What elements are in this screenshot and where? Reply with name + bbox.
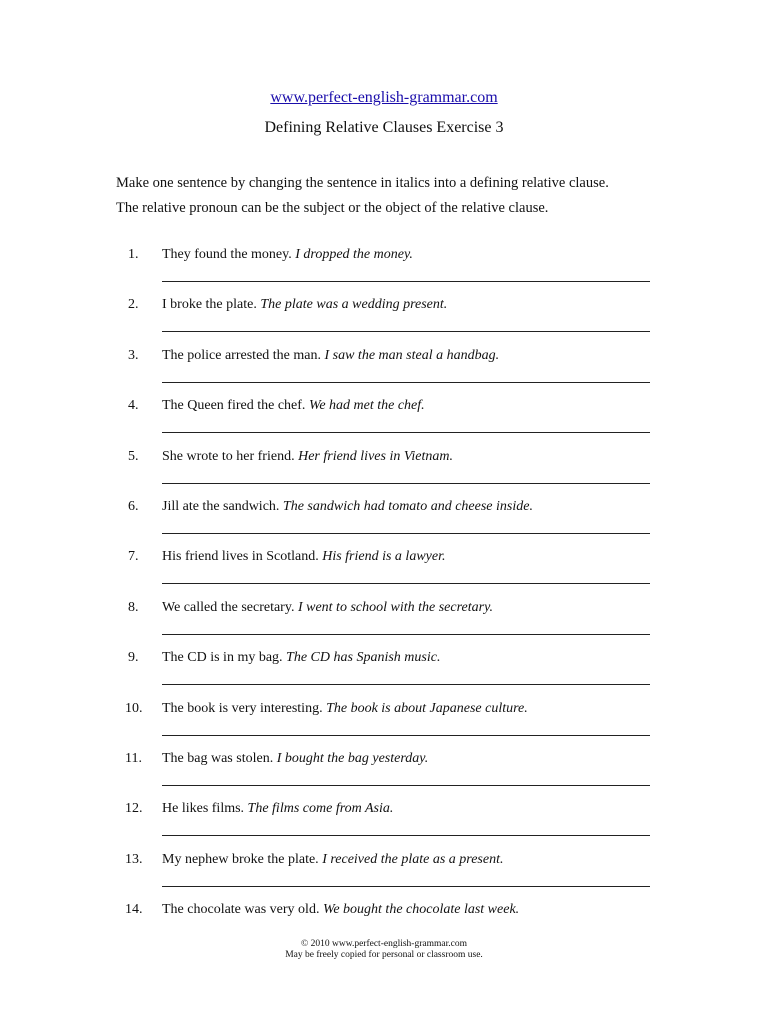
page-title: Defining Relative Clauses Exercise 3 <box>264 119 504 136</box>
exercise-clause: We had met the chef. <box>308 398 425 414</box>
answer-line[interactable] <box>162 785 650 786</box>
exercise-item <box>0 598 768 648</box>
exercise-sentence: The CD is in my bag. <box>162 650 283 666</box>
answer-line[interactable] <box>162 835 650 836</box>
exercise-sentence: The chocolate was very old. <box>162 902 320 918</box>
answer-line[interactable] <box>162 483 650 484</box>
exercise-number: 11. <box>125 750 142 766</box>
instructions-line-2: The relative pronoun can be the subject or the object of the relative clause. <box>116 200 549 216</box>
exercise-clause: I went to school with the secretary. <box>297 599 494 615</box>
exercise-number: 9. <box>128 650 139 666</box>
exercise-item <box>0 648 768 698</box>
exercise-number: 2. <box>128 297 139 313</box>
exercise-sentence: The bag was stolen. <box>162 750 274 766</box>
exercise-sentence: His friend lives in Scotland. <box>162 549 319 565</box>
exercise-item <box>0 547 768 597</box>
exercise-item <box>0 346 768 396</box>
exercise-number: 8. <box>128 599 139 615</box>
exercise-sentence: My nephew broke the plate. <box>162 851 319 867</box>
answer-line[interactable] <box>162 432 650 433</box>
footer-usage: May be freely copied for personal or classroom use. <box>285 950 483 960</box>
exercise-text <box>162 497 533 517</box>
exercise-text <box>162 799 393 819</box>
exercise-item <box>0 850 768 900</box>
exercise-item <box>0 447 768 497</box>
exercise-sentence: He likes films. <box>162 801 245 817</box>
footer <box>0 939 768 961</box>
answer-line[interactable] <box>162 382 650 383</box>
exercise-number: 12. <box>125 801 143 817</box>
exercise-text <box>162 396 425 416</box>
exercise-number: 14. <box>125 902 143 918</box>
exercise-number: 5. <box>128 448 139 464</box>
exercise-text <box>162 900 519 920</box>
exercise-number: 1. <box>128 247 139 262</box>
exercise-sentence: They found the money. <box>162 247 292 262</box>
exercise-clause: The films come from Asia. <box>247 801 394 817</box>
exercise-item <box>0 799 768 849</box>
exercise-item <box>0 699 768 749</box>
exercise-text <box>162 699 528 719</box>
exercise-item <box>0 295 768 345</box>
exercise-text <box>162 295 447 315</box>
exercise-sentence: The Queen fired the chef. <box>162 398 306 414</box>
exercise-text <box>162 850 503 870</box>
exercise-clause: I dropped the money. <box>295 247 413 262</box>
answer-line[interactable] <box>162 583 650 584</box>
answer-line[interactable] <box>162 634 650 635</box>
exercise-text <box>162 346 499 366</box>
instructions <box>116 171 676 221</box>
exercise-clause: I received the plate as a present. <box>322 851 504 867</box>
exercise-list <box>0 245 768 950</box>
answer-line[interactable] <box>162 684 650 685</box>
exercise-clause: The CD has Spanish music. <box>286 650 441 666</box>
exercise-sentence: She wrote to her friend. <box>162 448 295 464</box>
exercise-clause: We bought the chocolate last week. <box>322 902 520 918</box>
exercise-sentence: The book is very interesting. <box>162 700 323 716</box>
exercise-number: 4. <box>128 398 139 414</box>
exercise-item <box>0 749 768 799</box>
site-link[interactable]: www.perfect-english-grammar.com <box>270 89 498 106</box>
exercise-clause: The book is about Japanese culture. <box>326 700 528 716</box>
answer-line[interactable] <box>162 735 650 736</box>
footer-copyright: © 2010 www.perfect-english-grammar.com <box>301 939 467 949</box>
answer-line[interactable] <box>162 533 650 534</box>
exercise-text <box>162 245 413 265</box>
exercise-number: 13. <box>125 851 143 867</box>
exercise-clause: His friend is a lawyer. <box>322 549 446 565</box>
answer-line[interactable] <box>162 331 650 332</box>
exercise-number: 3. <box>128 347 139 363</box>
answer-line[interactable] <box>162 886 650 887</box>
exercise-text <box>162 749 428 769</box>
exercise-number: 6. <box>128 498 139 514</box>
exercise-clause: The sandwich had tomato and cheese inside. <box>282 498 533 514</box>
answer-line[interactable] <box>162 281 650 282</box>
exercise-sentence: Jill ate the sandwich. <box>162 498 280 514</box>
exercise-number: 7. <box>128 549 139 565</box>
exercise-sentence: I broke the plate. <box>162 297 257 313</box>
instructions-line-1: Make one sentence by changing the sentence in italics into a defining relative clause. <box>116 175 609 191</box>
exercise-text <box>162 447 453 467</box>
exercise-number: 10. <box>125 700 143 716</box>
exercise-clause: I bought the bag yesterday. <box>276 750 429 766</box>
exercise-text <box>162 598 493 618</box>
exercise-clause: The plate was a wedding present. <box>260 297 448 313</box>
exercise-sentence: We called the secretary. <box>162 599 295 615</box>
exercise-item <box>0 245 768 295</box>
exercise-clause: I saw the man steal a handbag. <box>324 347 500 363</box>
exercise-text <box>162 648 440 668</box>
exercise-item <box>0 396 768 446</box>
exercise-clause: Her friend lives in Vietnam. <box>298 448 453 464</box>
exercise-item <box>0 497 768 547</box>
exercise-sentence: The police arrested the man. <box>162 347 321 363</box>
exercise-text <box>162 547 445 567</box>
